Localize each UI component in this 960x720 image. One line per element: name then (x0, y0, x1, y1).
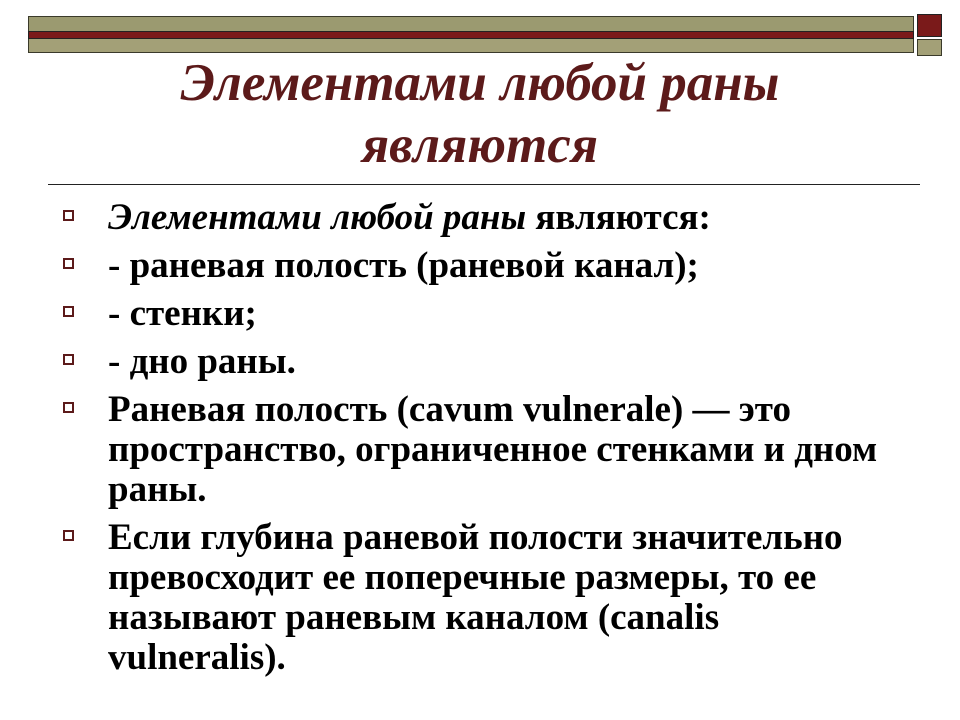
bullet-item (108, 390, 938, 510)
slide-title (48, 52, 912, 176)
header-band-top (28, 16, 914, 32)
bullet-item (108, 342, 938, 382)
square-bullet-icon (63, 530, 74, 541)
bullet-line: раны. (108, 469, 207, 510)
header-band-bottom (28, 38, 914, 53)
square-bullet-icon (63, 402, 74, 413)
bullet-line: - дно раны. (108, 341, 296, 382)
bullet-line: Раневая полость (cavum vulnerale) — это (108, 389, 791, 430)
title-line: Элементами любой раны (180, 54, 780, 112)
header-corner-block-maroon (917, 14, 942, 37)
header-band-stripe (28, 31, 914, 39)
bullet-item (108, 246, 938, 286)
square-bullet-icon (63, 354, 74, 365)
square-bullet-icon (63, 210, 74, 221)
bullet-list (108, 198, 938, 678)
bullet-line (108, 198, 938, 238)
title-line: являются (361, 116, 599, 174)
bullet-line: Если глубина раневой полости значительно (108, 517, 843, 558)
title-divider (48, 184, 920, 185)
bullet-line: vulneralis). (108, 637, 286, 678)
bullet-item (108, 518, 938, 678)
bullet-line: называют раневым каналом (canalis (108, 597, 720, 638)
square-bullet-icon (63, 258, 74, 269)
bullet-line: - раневая полость (раневой канал); (108, 245, 699, 286)
square-bullet-icon (63, 306, 74, 317)
bullet-item (108, 198, 938, 238)
bullet-line: превосходит ее поперечные размеры, то ее (108, 557, 817, 598)
bullet-text: являются: (526, 197, 711, 238)
bullet-emphasis-text: Элементами любой раны (108, 197, 527, 238)
bullet-line: пространство, ограниченное стенками и дном (108, 429, 878, 470)
bullet-line: - стенки; (108, 293, 257, 334)
header-corner-block-olive (917, 39, 942, 56)
bullet-item (108, 294, 938, 334)
